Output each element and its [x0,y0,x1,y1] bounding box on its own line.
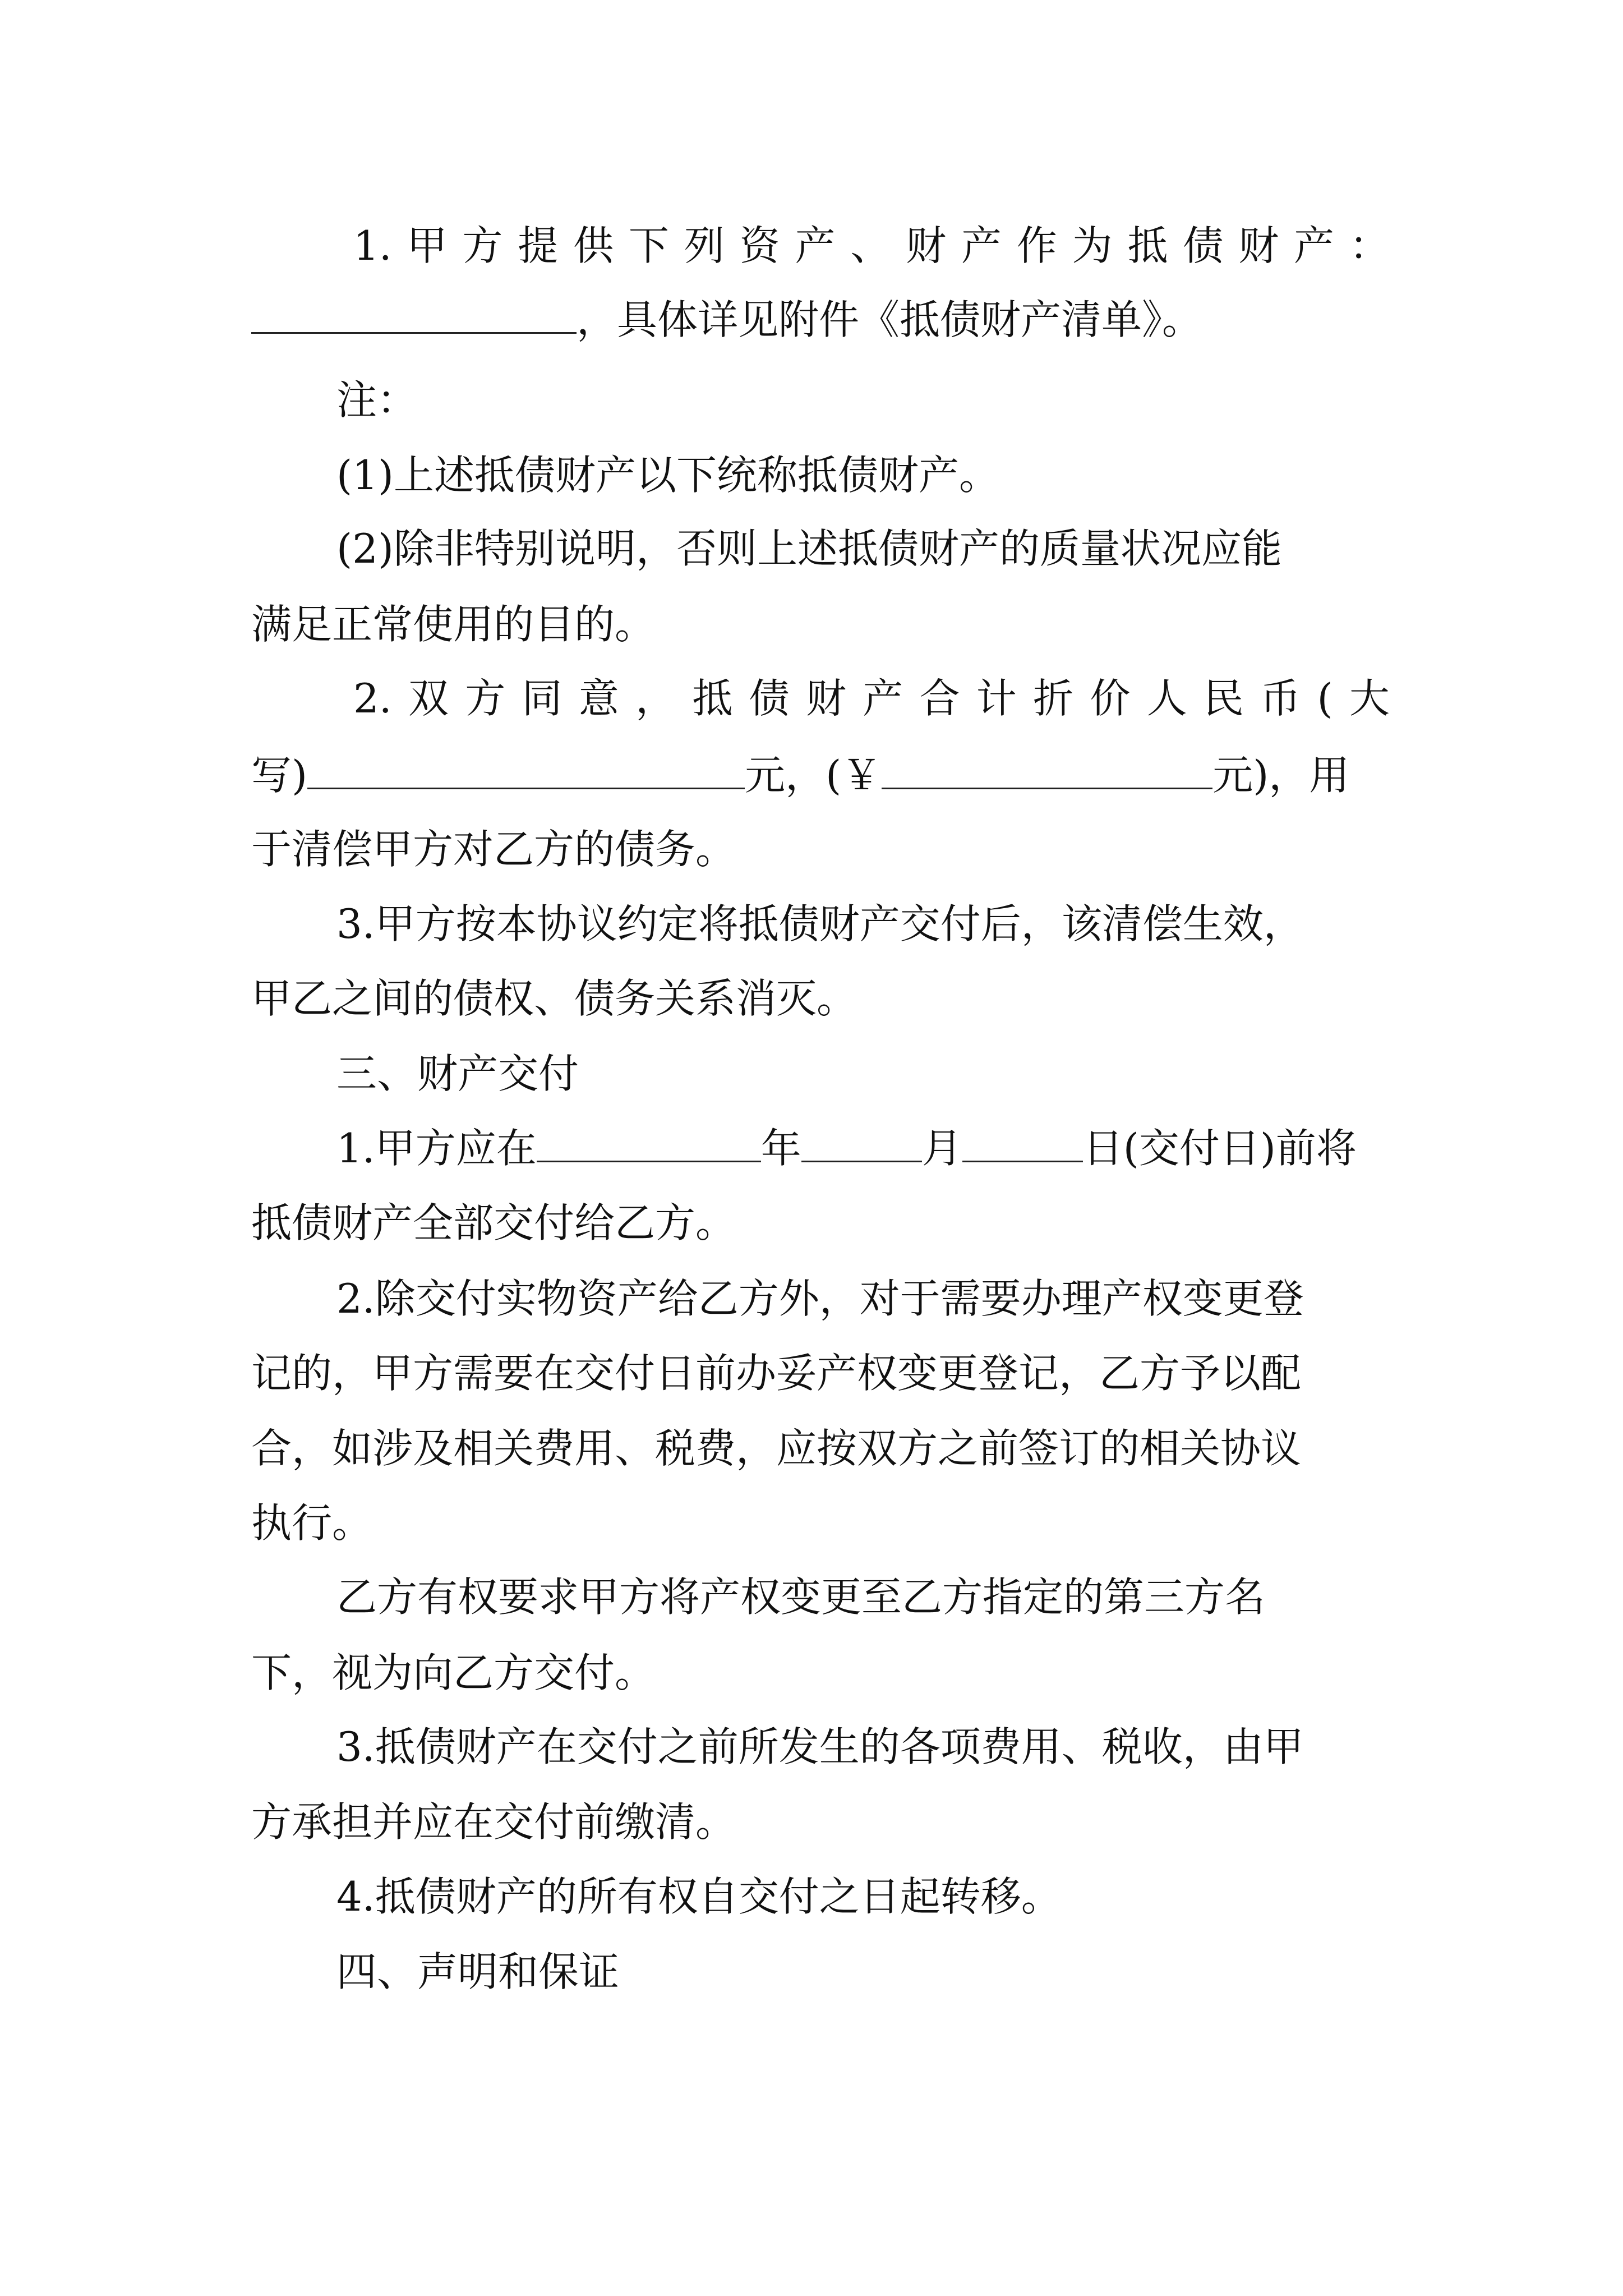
month-label: 月 [921,1125,962,1172]
s3-item-1-line-2: 抵债财产全部交付给乙方。 [251,1199,736,1246]
clause-2-token: 2. [353,675,392,722]
s3-item-2-line-3: 合，如涉及相关费用、税费，应按双方之前签订的相关协议 [251,1425,1302,1472]
clause-1-token: ： [1349,222,1390,269]
clause-2-token: 债 [749,675,790,722]
clause-1-token: 下 [628,222,669,269]
clause-2-prefix: 写) [251,752,308,799]
clause-3-line-2: 甲乙之间的债权、债务关系消灭。 [251,975,857,1022]
s3-para-line-1: 乙方有权要求甲方将产权变更至乙方指定的第三方名 [336,1573,1266,1621]
clause-2-token: ( [1317,675,1333,722]
s3-item-1-suffix: 日(交付日)前将 [1082,1125,1357,1172]
clause-1-token: 1. [353,222,392,269]
s3-item-2-line-1: 2.除交付实物资产给乙方外，对于需要办理产权变更登 [336,1275,1304,1322]
clause-1-token: 列 [684,222,725,269]
clause-1-token: 债 [1183,222,1224,269]
s3-item-3-line-2: 方承担并应在交付前缴清。 [251,1798,736,1846]
day-blank[interactable] [962,1119,1083,1162]
s3-item-1-line-1 [336,1119,1390,1177]
year-blank[interactable] [537,1119,761,1162]
clause-1-token: 财 [906,222,947,269]
clause-2-token: 产 [863,675,903,722]
note-2-line-1: (2)除非特别说明，否则上述抵债财产的质量状况应能 [336,525,1282,572]
clause-2-line-3: 于清偿甲方对乙方的债务。 [251,826,736,873]
clause-1-token: 方 [462,222,503,269]
clause-1-token: 供 [573,222,614,269]
clause-1-token: 财 [1238,222,1279,269]
clause-2-token: 财 [805,675,846,722]
clause-2-token: ， [635,675,676,722]
clause-1-token: 资 [739,222,780,269]
note-2-line-2: 满足正常使用的目的。 [251,601,656,648]
clause-2-token: 合 [919,675,960,722]
asset-blank[interactable] [251,291,577,334]
section-4-title: 四、声明和保证 [336,1948,620,1995]
s3-item-3-line-1: 3.抵债财产在交付之前所发生的各项费用、税收，由甲 [336,1723,1304,1770]
clause-2-line-1 [353,669,1390,728]
clause-1-token: 抵 [1127,222,1168,269]
clause-2-token: 双 [408,675,449,722]
clause-1-line-1 [353,217,1390,275]
clause-1-token: 产 [1294,222,1335,269]
clause-2-mid: 元，(￥ [745,752,882,799]
clause-1-token: 产 [795,222,836,269]
clause-2-token: 民 [1203,675,1244,722]
clause-2-token: 意 [578,675,619,722]
clause-3-line-1: 3.甲方按本协议约定将抵债财产交付后，该清偿生效， [336,900,1304,947]
s3-item-4: 4.抵债财产的所有权自交付之日起转移。 [336,1873,1062,1920]
note-1: (1)上述抵债财产以下统称抵债财产。 [336,452,999,499]
clause-2-suffix: 元)，用 [1212,752,1350,799]
clause-2-token: 币 [1260,675,1301,722]
clause-2-token: 方 [465,675,506,722]
s3-item-2-line-2: 记的，甲方需要在交付日前办妥产权变更登记，乙方予以配 [251,1350,1302,1397]
clause-2-token: 人 [1146,675,1187,722]
year-label: 年 [760,1125,801,1172]
s3-item-2-line-4: 执行。 [251,1499,373,1547]
clause-1-token: 为 [1072,222,1113,269]
s3-item-1-prefix: 1.甲方应在 [336,1125,537,1172]
amount-in-words-blank[interactable] [307,746,745,789]
clause-1-token: 产 [961,222,1002,269]
clause-1-token: 、 [850,222,891,269]
clause-2-token: 折 [1033,675,1074,722]
clause-1-line-2 [251,291,1390,349]
clause-2-line-2 [251,746,1390,804]
amount-in-figures-blank[interactable] [882,746,1212,789]
s3-para-line-2: 下，视为向乙方交付。 [251,1649,656,1696]
clause-2-token: 抵 [692,675,733,722]
clause-1-suffix: ，具体详见附件《抵债财产清单》。 [577,296,1203,343]
section-3-title: 三、财产交付 [336,1050,579,1097]
clause-2-token: 大 [1349,675,1390,722]
clause-1-token: 甲 [407,222,448,269]
note-label: 注： [336,376,418,424]
clause-2-token: 同 [522,675,562,722]
clause-1-token: 作 [1016,222,1057,269]
clause-1-token: 提 [518,222,559,269]
month-blank[interactable] [801,1119,922,1162]
clause-2-token: 计 [976,675,1017,722]
clause-2-token: 价 [1090,675,1131,722]
